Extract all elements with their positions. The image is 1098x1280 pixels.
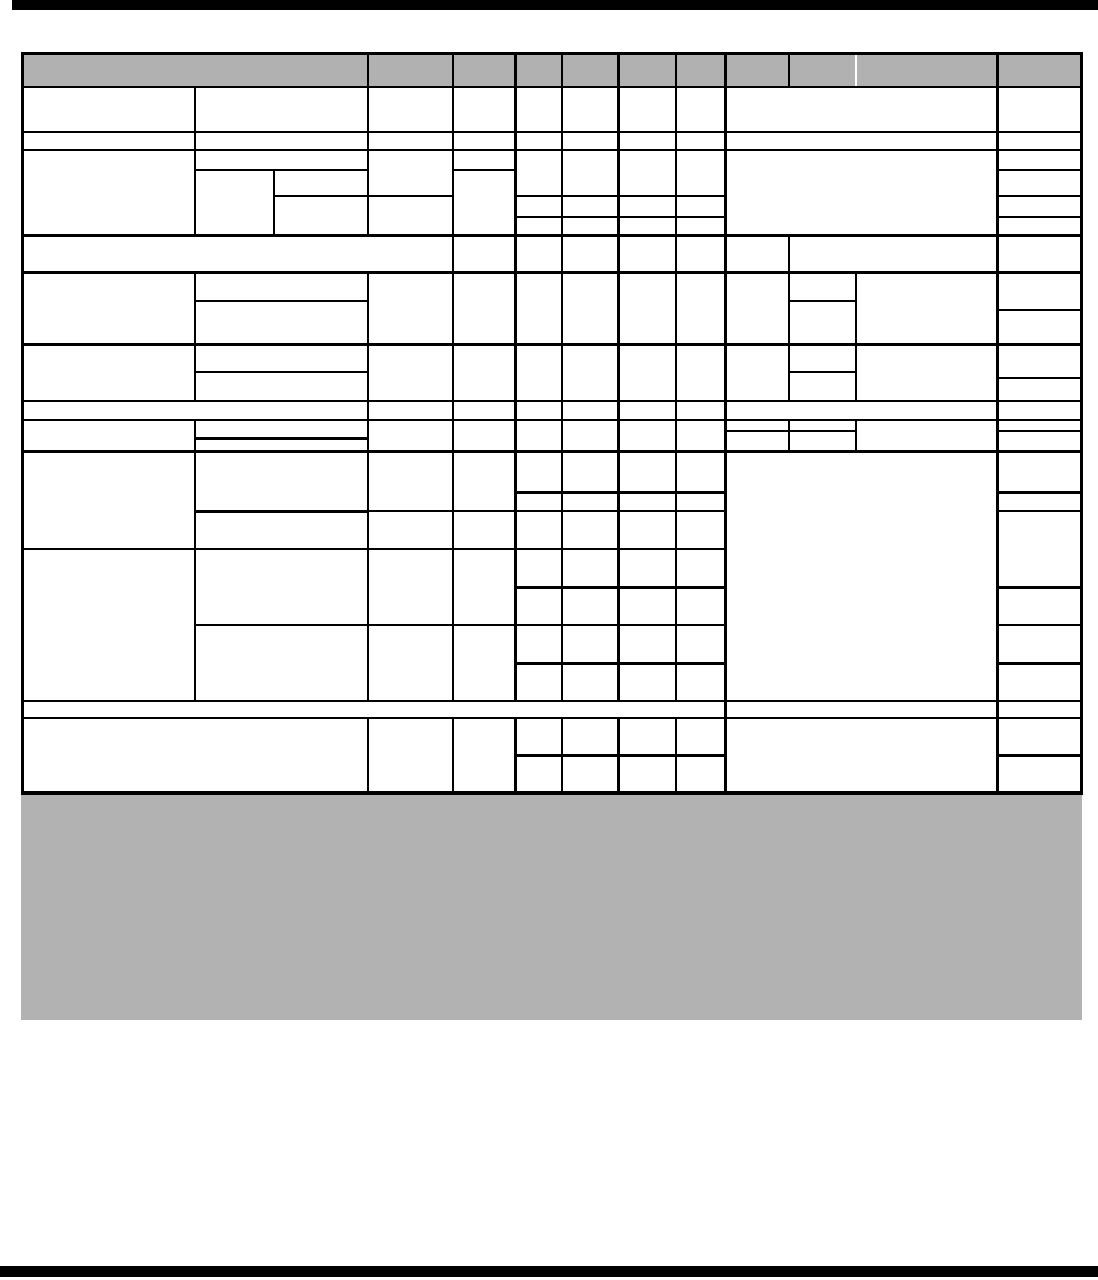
grid-line-horizontal [996, 586, 1083, 589]
grid-line-vertical [194, 271, 196, 400]
grid-line-horizontal [996, 169, 1083, 171]
grid-line-vertical [194, 86, 196, 234]
header-separator [452, 54, 454, 87]
header-separator [724, 54, 727, 87]
grid-line-vertical [273, 169, 275, 234]
header-separator [617, 54, 620, 87]
grid-line-horizontal [514, 491, 724, 494]
header-separator [855, 54, 857, 87]
grid-line-horizontal [194, 437, 367, 440]
grid-line-horizontal [21, 234, 1083, 237]
grid-line-horizontal [273, 195, 452, 197]
grid-line-vertical [561, 86, 563, 700]
grid-line-horizontal [996, 662, 1083, 665]
grid-line-horizontal [21, 419, 1083, 421]
grid-line-horizontal [996, 754, 1083, 757]
grid-line-vertical [452, 86, 454, 700]
grid-line-vertical [996, 86, 999, 791]
grid-line-horizontal [788, 300, 855, 302]
grid-line-horizontal [194, 169, 367, 171]
grid-line-horizontal [367, 510, 724, 512]
grid-line-horizontal [194, 510, 367, 513]
grid-line-vertical [617, 86, 620, 700]
table-header-row [22, 54, 1081, 87]
grid-line-horizontal [724, 430, 855, 432]
grid-line-horizontal [194, 371, 367, 373]
grid-line-horizontal [996, 491, 1083, 494]
grid-line-horizontal [996, 624, 1083, 626]
grid-line-horizontal [452, 169, 514, 171]
grid-line-vertical [1080, 52, 1083, 795]
grid-line-horizontal [21, 271, 1083, 274]
grid-line-horizontal [996, 216, 1083, 218]
redacted-gray-block [21, 795, 1082, 1020]
grid-line-horizontal [514, 216, 724, 218]
grid-line-horizontal [194, 300, 367, 302]
grid-line-vertical [675, 86, 677, 700]
grid-line-horizontal [514, 586, 724, 589]
header-separator [367, 54, 369, 87]
grid-line-vertical [788, 234, 790, 400]
bottom-rule-bar [0, 1266, 1098, 1277]
grid-line-vertical [724, 86, 727, 791]
grid-line-vertical [367, 717, 369, 791]
grid-line-vertical [855, 419, 857, 450]
grid-line-vertical [788, 419, 790, 450]
header-separator [675, 54, 677, 87]
grid-line-vertical [367, 271, 369, 700]
header-separator [788, 54, 790, 87]
grid-line-horizontal [21, 400, 1083, 402]
grid-line-horizontal [21, 52, 1083, 55]
grid-line-horizontal [996, 309, 1083, 311]
grid-line-horizontal [21, 717, 1083, 719]
grid-line-vertical [367, 86, 369, 234]
grid-line-horizontal [996, 377, 1083, 379]
grid-line-horizontal [21, 450, 1083, 453]
grid-line-horizontal [996, 195, 1083, 197]
grid-line-horizontal [194, 624, 724, 626]
grid-line-horizontal [21, 548, 724, 550]
grid-line-vertical [194, 419, 196, 700]
grid-line-vertical [514, 86, 517, 700]
grid-line-horizontal [514, 662, 724, 665]
grid-line-horizontal [21, 149, 1083, 151]
grid-line-horizontal [21, 700, 1083, 702]
header-separator [561, 54, 563, 87]
header-separator [996, 54, 999, 87]
grid-line-vertical [21, 52, 24, 795]
grid-line-horizontal [996, 510, 1083, 512]
grid-line-vertical [452, 717, 454, 791]
header-separator [514, 54, 517, 87]
grid-line-horizontal [996, 430, 1083, 432]
grid-line-horizontal [21, 343, 1083, 346]
grid-line-horizontal [514, 195, 724, 197]
grid-line-vertical [855, 271, 857, 400]
grid-line-horizontal [514, 754, 724, 757]
grid-line-horizontal [21, 131, 1083, 133]
grid-line-horizontal [21, 86, 1083, 88]
grid-line-horizontal [788, 371, 855, 373]
